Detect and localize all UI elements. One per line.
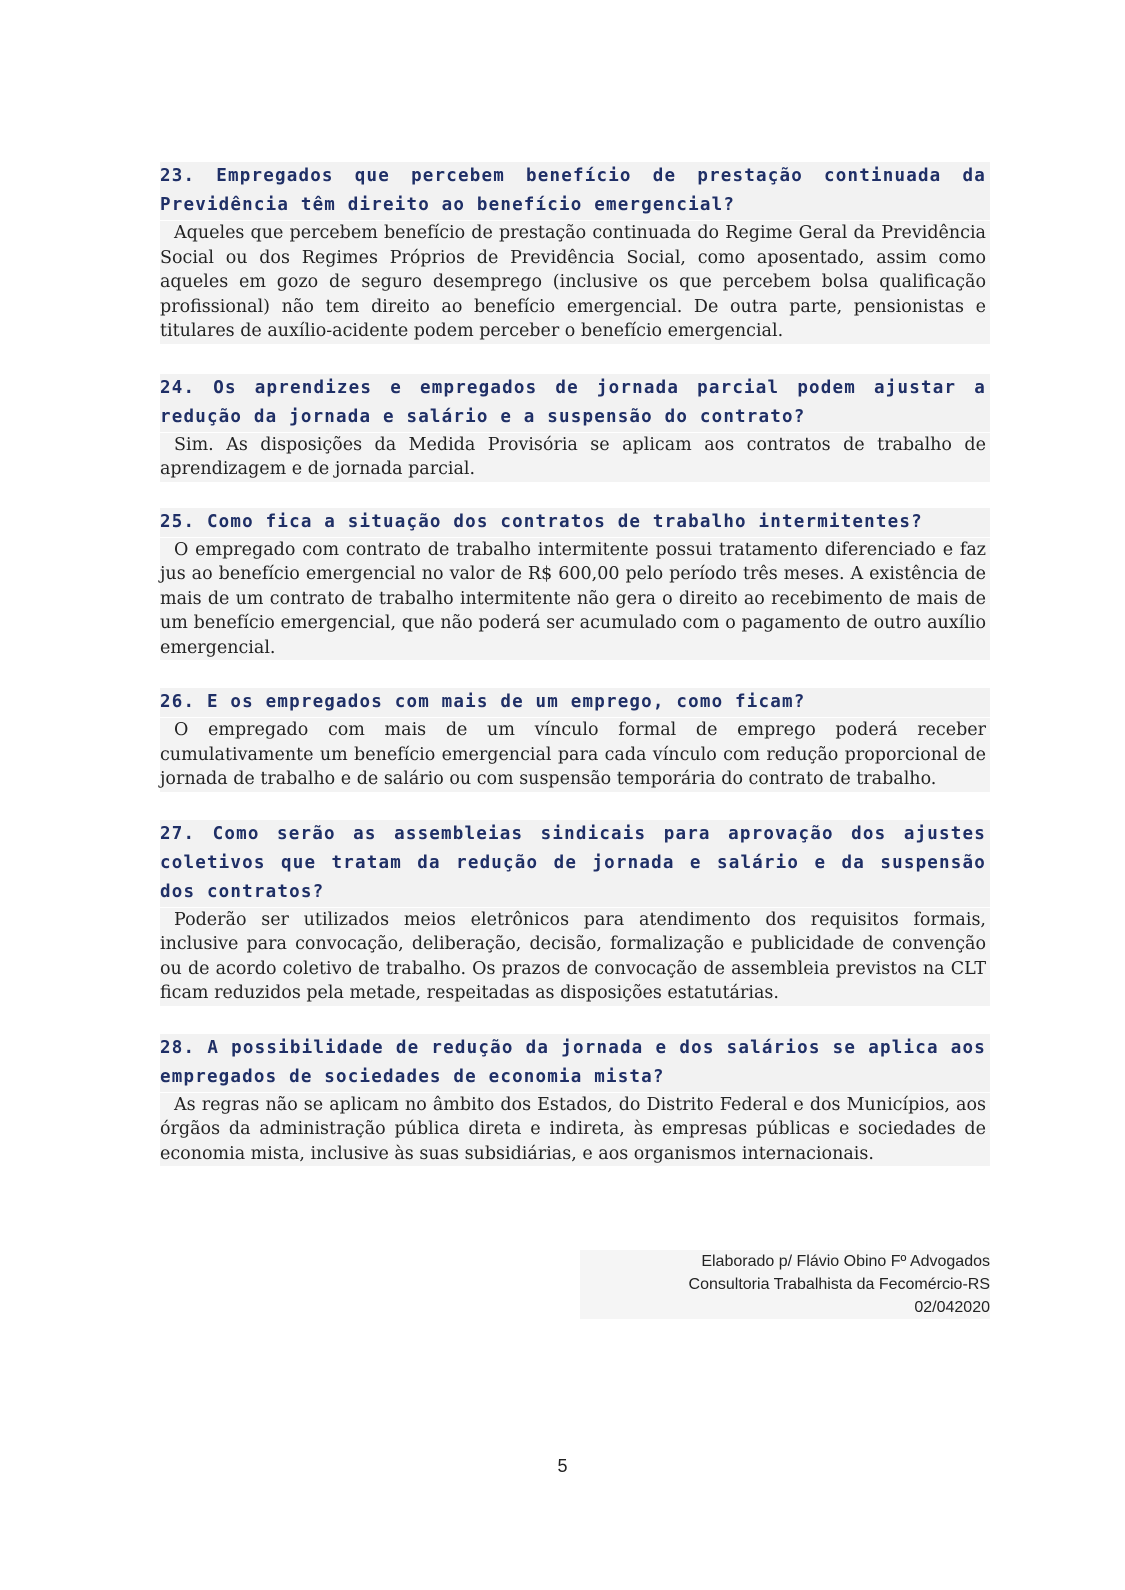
faq-item-26 xyxy=(160,688,990,792)
faq-item-27 xyxy=(160,820,990,1006)
faq-answer: As regras não se aplicam no âmbito dos Estados, do Distrito Federal e dos Municípios, aos órgãos da administração pública direta e indireta, às empresas públicas e sociedades de economia mista, inclusive às suas subsidiárias, e aos organismos internacionais. xyxy=(160,1093,990,1167)
faq-item-24 xyxy=(160,374,990,482)
faq-answer: O empregado com contrato de trabalho intermitente possui tratamento diferenciado e faz jus ao benefício emergencial no valor de R$ 600,00 pelo período três meses. A existência de mais de um contrato de trabalho intermitente não gera o direito ao recebimento de mais de um benefício emergencial, que não poderá ser acumulado com o pagamento de outro auxílio emergencial. xyxy=(160,538,990,661)
signature-block xyxy=(580,1250,990,1319)
signature-author: Elaborado p/ Flávio Obino Fº Advogados xyxy=(580,1250,990,1273)
faq-item-25 xyxy=(160,508,990,661)
faq-answer: Aqueles que percebem benefício de prestação continuada do Regime Geral da Previdência Social ou dos Regimes Próprios de Previdência Social, como aposentado, assim como aqueles em gozo de seguro desemprego (inclusive os que percebem bolsa qualificação profissional) não tem direito ao benefício emergencial. De outra parte, pensionistas e titulares de auxílio-acidente podem perceber o benefício emergencial. xyxy=(160,221,990,344)
faq-item-28 xyxy=(160,1034,990,1167)
faq-answer: Sim. As disposições da Medida Provisória se aplicam aos contratos de trabalho de aprendizagem e de jornada parcial. xyxy=(160,433,990,482)
faq-question: 27. Como serão as assembleias sindicais para aprovação dos ajustes coletivos que tratam da redução de jornada e salário e da suspensão dos contratos? xyxy=(160,820,990,907)
faq-question: 25. Como fica a situação dos contratos de trabalho intermitentes? xyxy=(160,508,990,537)
faq-question: 23. Empregados que percebem benefício de prestação continuada da Previdência têm direito ao benefício emergencial? xyxy=(160,162,990,220)
faq-answer: Poderão ser utilizados meios eletrônicos para atendimento dos requisitos formais, inclusive para convocação, deliberação, decisão, formalização e publicidade de convenção ou de acordo coletivo de trabalho. Os prazos de convocação de assembleia previstos na CLT ficam reduzidos pela metade, respeitadas as disposições estatutárias. xyxy=(160,908,990,1006)
faq-question: 28. A possibilidade de redução da jornada e dos salários se aplica aos empregados de sociedades de economia mista? xyxy=(160,1034,990,1092)
signature-organization: Consultoria Trabalhista da Fecomércio-RS xyxy=(580,1273,990,1296)
faq-question: 26. E os empregados com mais de um emprego, como ficam? xyxy=(160,688,990,717)
signature-date: 02/042020 xyxy=(580,1296,990,1319)
faq-item-23 xyxy=(160,162,990,344)
page-number: 5 xyxy=(557,1456,568,1476)
faq-answer: O empregado com mais de um vínculo formal de emprego poderá receber cumulativamente um benefício emergencial para cada vínculo com redução proporcional de jornada de trabalho e de salário ou com suspensão temporária do contrato de trabalho. xyxy=(160,718,990,792)
faq-section xyxy=(160,162,990,1192)
faq-question: 24. Os aprendizes e empregados de jornada parcial podem ajustar a redução da jornada e salário e a suspensão do contrato? xyxy=(160,374,990,432)
